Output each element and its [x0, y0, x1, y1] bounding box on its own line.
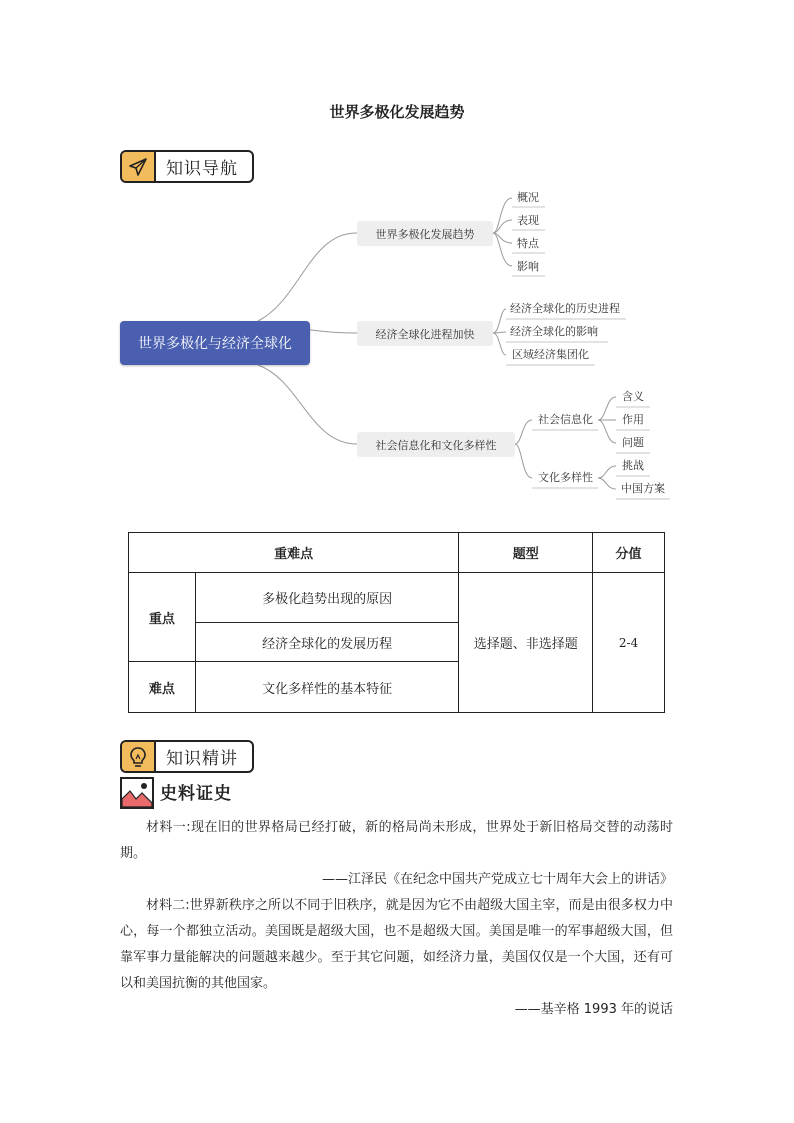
table-cell: 多极化趋势出现的原因 — [195, 573, 458, 623]
section-label-materials: 史料证史 — [160, 784, 232, 804]
picture-icon — [120, 777, 154, 809]
material-text: 材料一:现在旧的世界格局已经打破，新的格局尚未形成，世界处于新旧格局交替的动荡时期。 — [120, 820, 673, 861]
connector-s1-c1 — [598, 397, 616, 420]
table-cell: 经济全球化的发展历程 — [195, 623, 458, 662]
connector-b3-s1 — [515, 420, 532, 444]
mindmap-leaf: 挑战 — [622, 459, 644, 472]
mindmap-root-node: 世界多极化与经济全球化 — [120, 321, 310, 365]
mindmap-leaf: 含义 — [622, 390, 644, 403]
key-points-table — [128, 532, 665, 713]
table-cell: 文化多样性的基本特征 — [195, 662, 458, 713]
mindmap-leaf: 特点 — [517, 237, 539, 250]
table-group-label: 重点 — [129, 573, 196, 662]
material-source: ——江泽民《在纪念中国共产党成立七十周年大会上的讲话》 — [321, 872, 673, 887]
mindmap-branch-multipolarity: 世界多极化发展趋势 — [357, 221, 493, 246]
table-header: 分值 — [593, 533, 665, 573]
connector-s2-c2 — [598, 478, 616, 489]
mindmap-leaf: 影响 — [517, 260, 539, 273]
lightbulb-icon — [122, 742, 156, 771]
connector-b1-c1 — [493, 198, 512, 233]
mindmap-leaf: 问题 — [622, 436, 644, 449]
connector-root-b3 — [258, 365, 357, 444]
mindmap-leaf: 经济全球化的影响 — [510, 325, 598, 338]
mindmap-leaf: 表现 — [517, 214, 539, 227]
connector-b2-c1 — [493, 309, 506, 333]
mindmap-subnode: 社会信息化 — [538, 413, 593, 426]
connector-root-b1 — [258, 233, 357, 321]
connector-s1-c3 — [598, 420, 616, 443]
mindmap-leaf: 经济全球化的历史进程 — [510, 302, 620, 315]
connector-b1-c4 — [493, 233, 512, 266]
section-label: 知识精讲 — [166, 749, 238, 769]
section-label: 知识导航 — [166, 159, 238, 179]
table-group-label: 难点 — [129, 662, 196, 713]
mindmap-branch-information-culture: 社会信息化和文化多样性 — [357, 432, 515, 457]
table-score-cell: 2-4 — [593, 573, 665, 713]
material-text: 材料二:世界新秩序之所以不同于旧秩序，就是因为它不由超级大国主宰，而是由很多权力中心，每一个都独立活动。美国既是超级大国，也不是超级大国。美国是唯一的军事超级大国，但靠军事力量能解决的问题越来越少。至于其它问题，如经济力量，美国仅仅是一个大国，还有可以和美国抗衡的其他国家。 — [120, 898, 673, 991]
mindmap-leaf: 概况 — [517, 191, 539, 204]
connector-s2-c1 — [598, 466, 616, 478]
mindmap-subnode: 文化多样性 — [538, 471, 593, 484]
table-header-row — [129, 533, 665, 573]
table-row — [129, 573, 665, 623]
mindmap-leaf: 作用 — [622, 413, 644, 426]
table-header: 题型 — [459, 533, 593, 573]
mindmap-branch-globalization: 经济全球化进程加快 — [357, 321, 493, 346]
page-title: 世界多极化发展趋势 — [329, 103, 465, 121]
materials-block — [120, 815, 673, 1023]
table-type-cell: 选择题、非选择题 — [459, 573, 593, 713]
section-header-knowledge — [120, 740, 254, 773]
mindmap-leaf: 区域经济集团化 — [512, 348, 589, 361]
connector-b2-c3 — [493, 333, 506, 355]
connector-b3-s2 — [515, 444, 532, 478]
mindmap-leaf: 中国方案 — [621, 482, 665, 495]
table-header: 重难点 — [129, 533, 459, 573]
material-source: ——基辛格 1993 年的说话 — [514, 1002, 673, 1017]
